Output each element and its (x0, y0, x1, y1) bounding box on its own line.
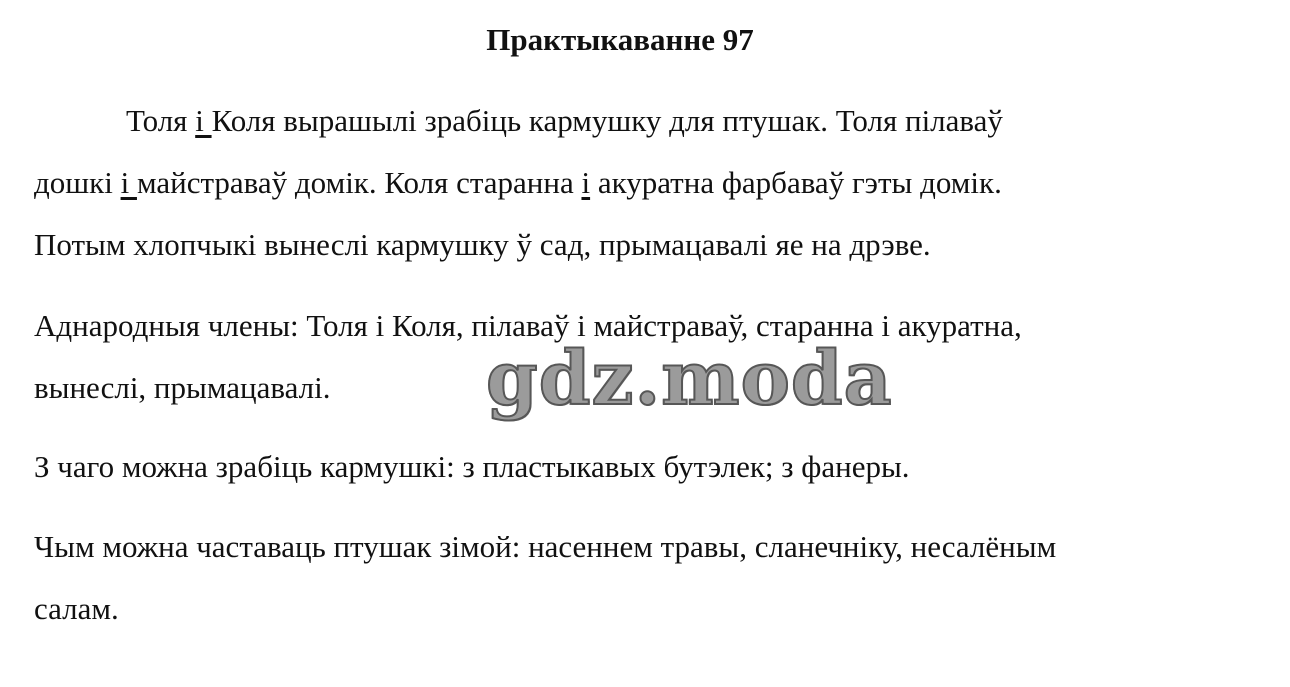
bird-food-answer (34, 516, 1244, 640)
watermark-logo: gdz.moda (486, 336, 893, 422)
text-line: З чаго можна зрабіць кармушкі: з пластыкавых бутэлек; з фанеры. (34, 449, 910, 484)
text-line: Аднародныя члены: Толя і Коля, пілаваў і майстраваў, старанна і акуратна, (34, 308, 1022, 343)
text-line: вынеслі, прымацавалі. (34, 370, 331, 405)
text-line: Потым хлопчыкі вынеслі кармушку ў сад, прымацавалі яе на дрэве. (34, 227, 931, 262)
text-segment: дошкі (34, 165, 121, 200)
text-line (34, 152, 1244, 214)
text-segment: Коля вырашылі зрабіць кармушку для птушак. Толя пілаваў (211, 103, 1003, 138)
exercise-text-paragraph (34, 90, 1244, 276)
text-segment: Толя (126, 103, 196, 138)
text-line: Чым можна частаваць птушак зімой: насеннем травы, сланечніку, несалёным (34, 529, 1057, 564)
feeder-materials-answer (34, 436, 1244, 498)
text-line: салам. (34, 591, 119, 626)
underlined-conjunction: і (120, 165, 137, 200)
underlined-conjunction: і (581, 165, 591, 200)
page-title: Практыкаванне 97 (486, 22, 754, 57)
text-segment: акуратна фарбаваў гэты домік. (590, 165, 1002, 200)
underlined-conjunction: і (195, 103, 212, 138)
text-line (34, 90, 1244, 152)
text-segment: майстраваў домік. Коля старанна (136, 165, 582, 200)
